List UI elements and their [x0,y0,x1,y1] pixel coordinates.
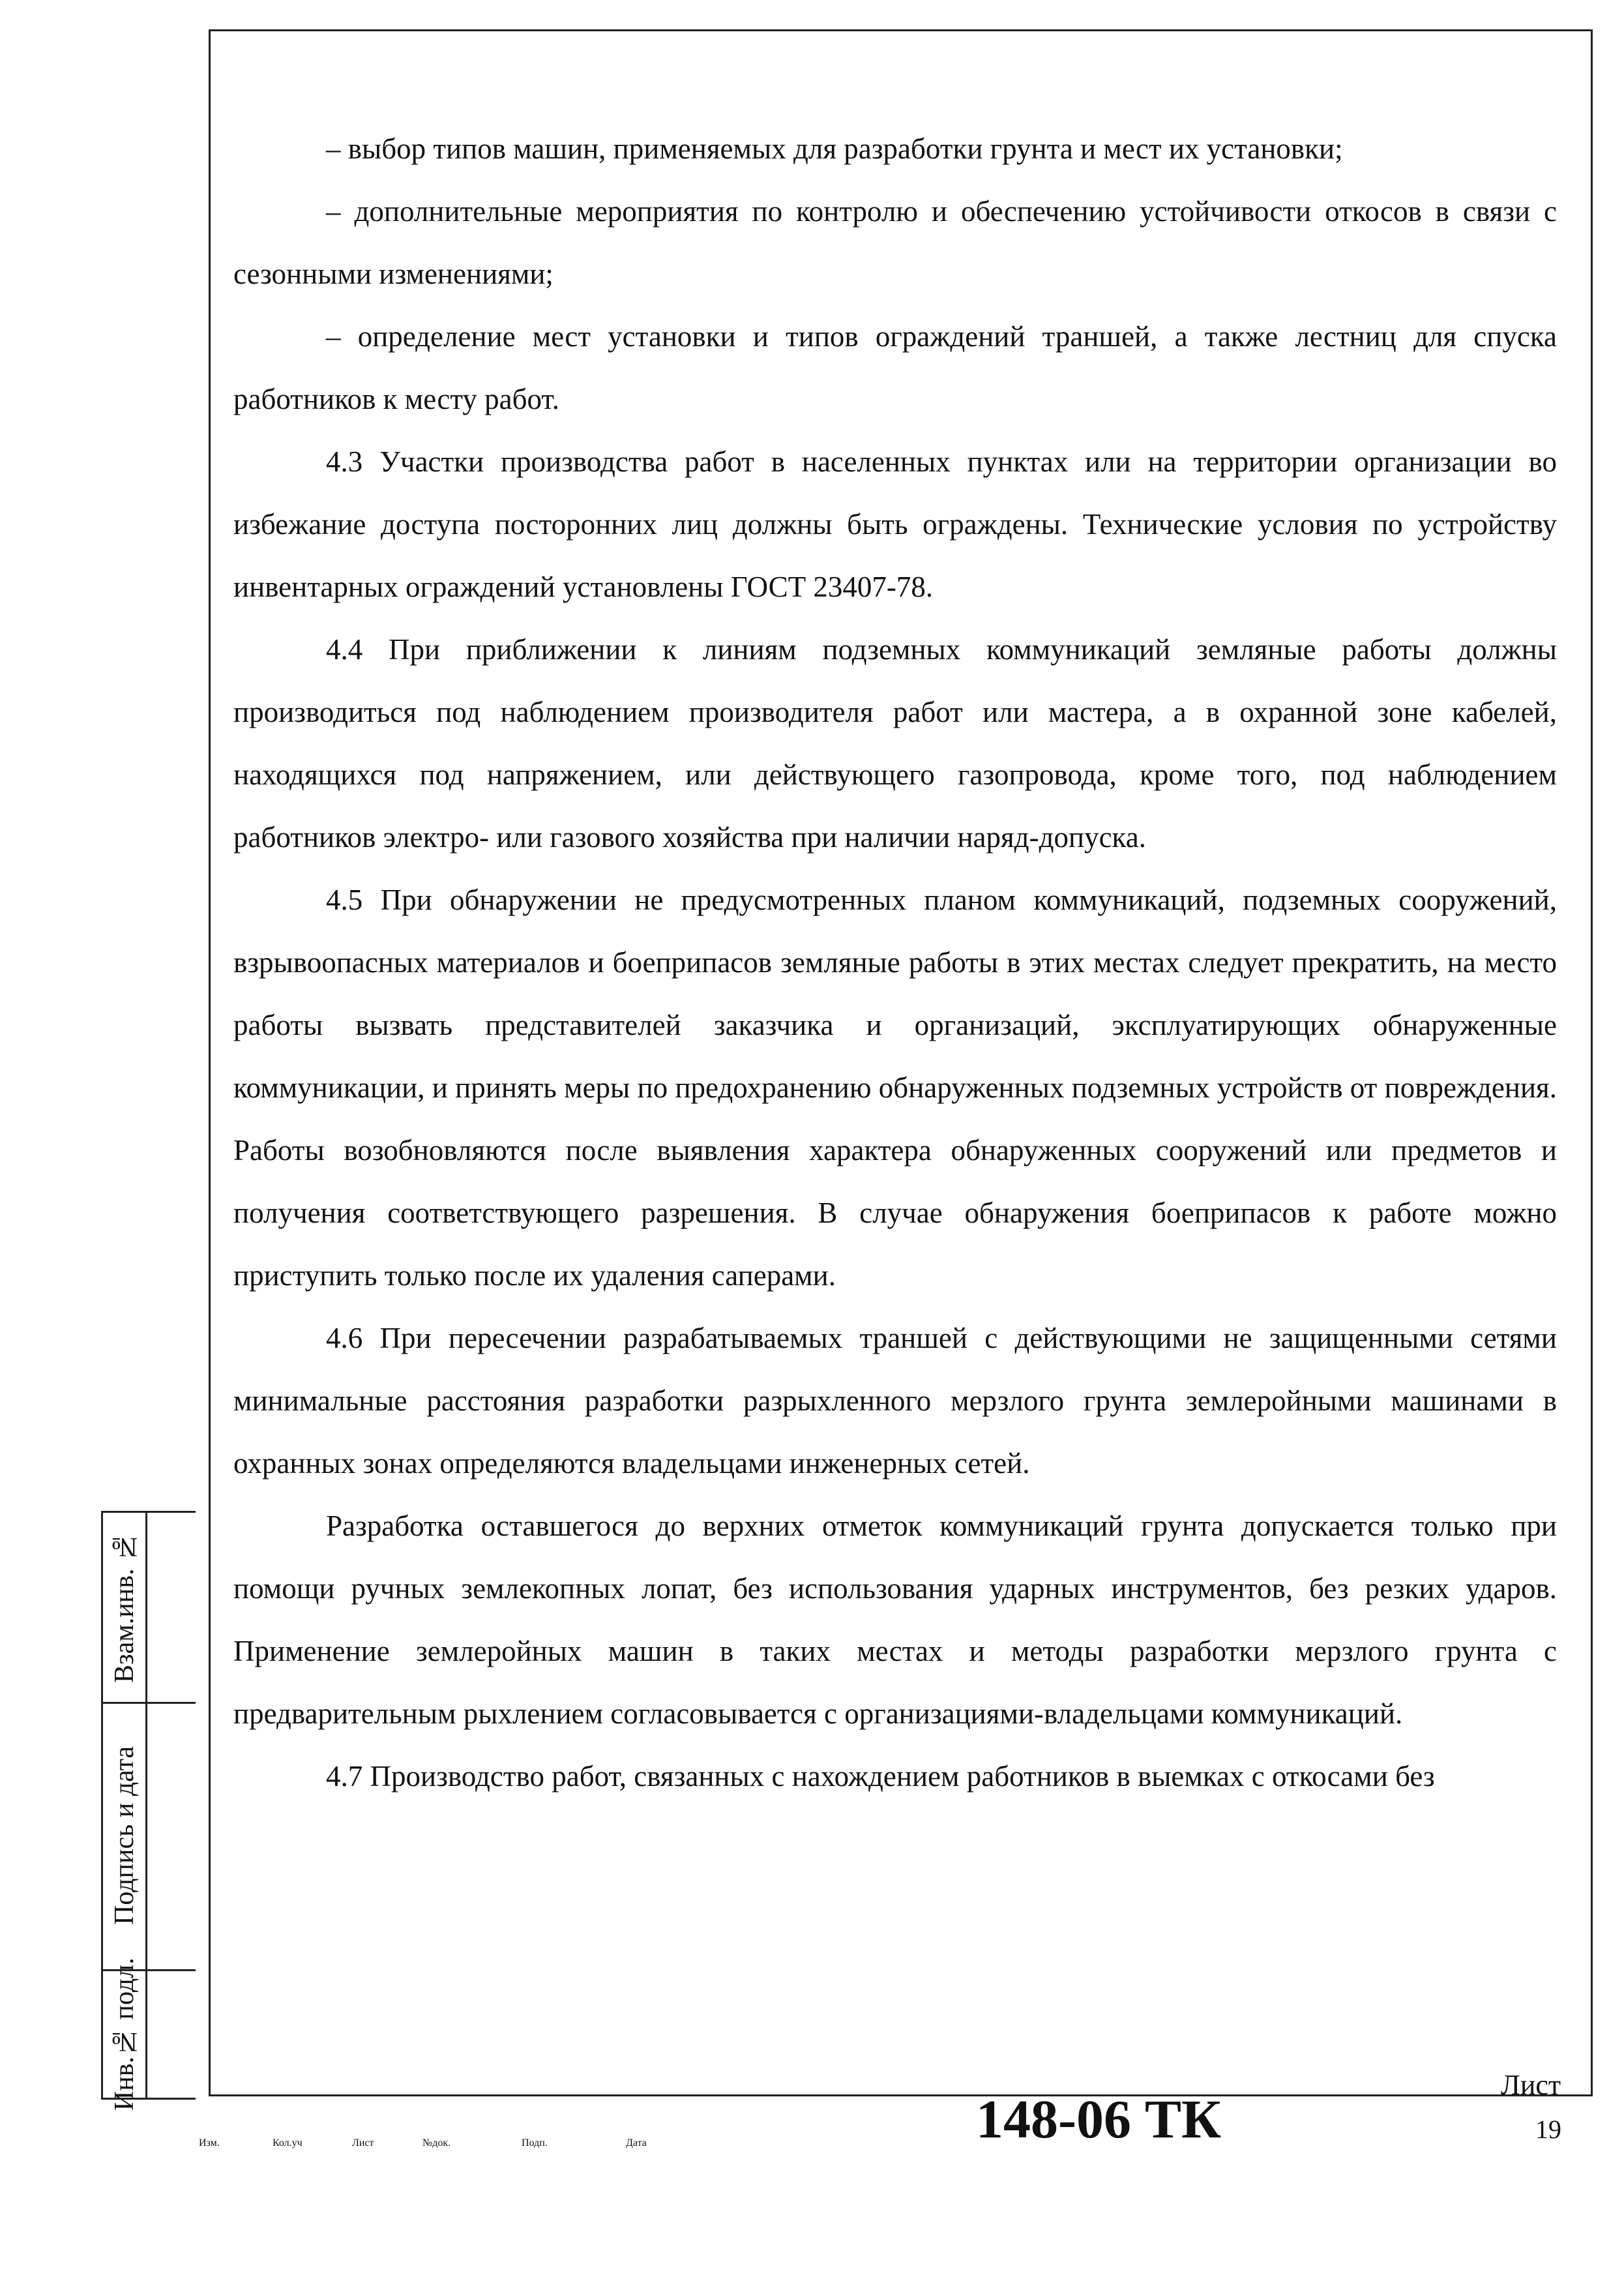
list-item: – выбор типов машин, применяемых для разработки грунта и мест их установки; [326,132,1343,165]
podp-label: Подп. [522,2137,548,2149]
document-body [233,117,1557,1808]
vzam-inv-label: Взам.инв. № [110,1531,140,1684]
podpis-data-label: Подпись и дата [110,1746,140,1926]
data-label: Дата [626,2137,647,2149]
paragraph-4-6: 4.6 При пересечении разрабатываемых траншей с действующими не защищенными сетями минимальные расстояния разработки разрыхленного мерзлого грунта землеройными машинами в охранных зонах определяются владельцами инженерных сетей. [233,1322,1557,1480]
inv-podl-label: Инв.№ подл. [110,1957,140,2111]
paragraph-4-3: 4.3 Участки производства работ в населенных пунктах или на территории организации во избежание доступа посторонних лиц должны быть ограждены. Технические условия по устройству инвентарных ограждений установлены ГОСТ 23407-78. [233,445,1557,603]
paragraph-4-7: 4.7 Производство работ, связанных с нахождением работников в выемках с откосами без [326,1760,1435,1793]
sheet-label: Лист [1501,2069,1561,2101]
list-item: – дополнительные мероприятия по контролю и обеспечению устойчивости откосов в связи с сезонными изменениями; [233,195,1557,290]
paragraph-development: Разработка оставшегося до верхних отметок коммуникаций грунта допускается только при помощи ручных землекопных лопат, без использования ударных инструментов, без резких ударов. Применение землеройных машин в таких местах и методы разработки мерзлого грунта с предварительным рыхлением согласовывается с организациями-владельцами коммуникаций. [233,1510,1557,1730]
kol-uch-label: Кол.уч [273,2137,303,2149]
paragraph-4-5: 4.5 При обнаружении не предусмотренных планом коммуникаций, подземных сооружений, взрывоопасных материалов и боеприпасов земляные работы в этих местах следует прекратить, на место работы вызвать представителей заказчика и организаций, эксплуатирующих обнаруженные коммуникации, и принять меры по предохранению обнаруженных подземных устройств от повреждения. Работы возобновляются после выявления характера обнаруженных сооружений или предметов и получения соответствующего разрешения. В случае обнаружения боеприпасов к работе можно приступить только после их удаления саперами. [233,884,1557,1292]
list-label: Лист [352,2137,374,2149]
izm-label: Изм. [199,2137,220,2149]
document-code: 148-06 ТК [976,2089,1221,2150]
sheet-number: 19 [1535,2115,1561,2144]
paragraph-4-4: 4.4 При приближении к линиям подземных коммуникаций земляные работы должны производиться под наблюдением производителя работ или мастера, а в охранной зоне кабелей, находящихся под напряжением, или действующего газопровода, кроме того, под наблюдением работников электро- или газового хозяйства при наличии наряд-допуска. [233,633,1557,854]
side-stamp [101,1511,196,2111]
ndok-label: №док. [422,2137,451,2149]
list-item: – определение мест установки и типов ограждений траншей, а также лестниц для спуска работников к месту работ. [233,320,1557,415]
